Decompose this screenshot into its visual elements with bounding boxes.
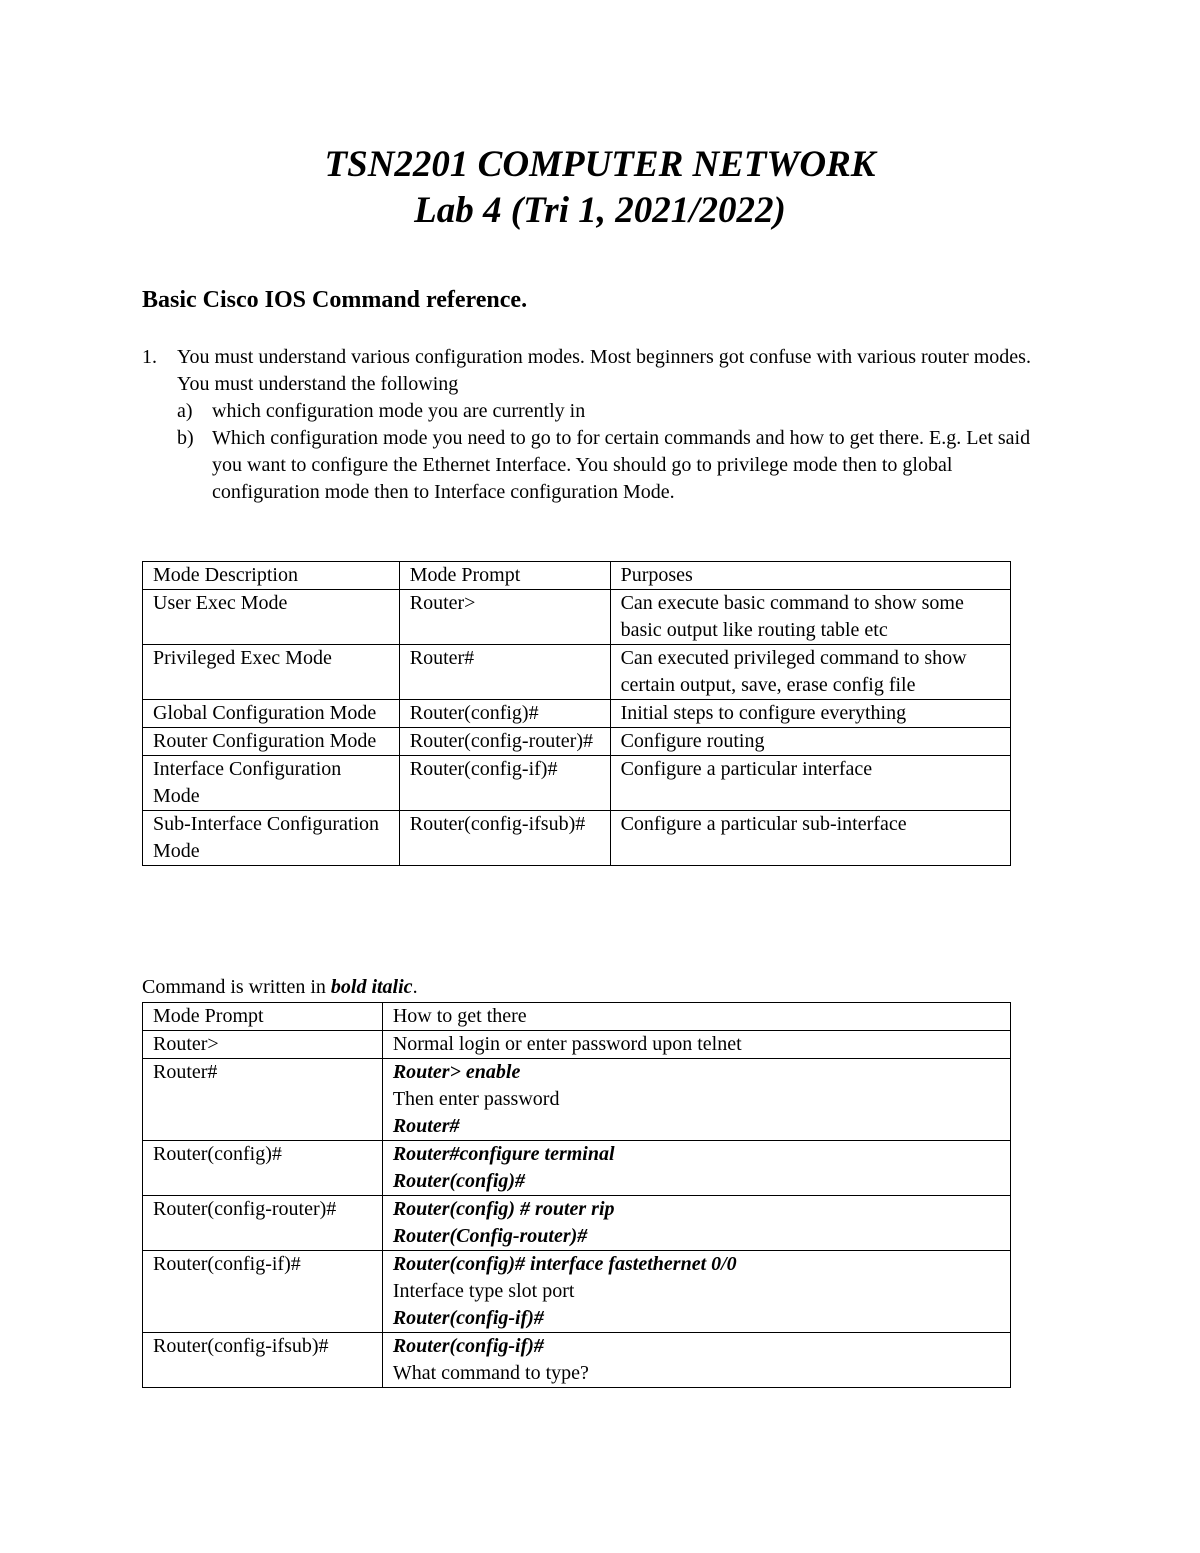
document-title: TSN2201 COMPUTER NETWORK [324, 144, 876, 185]
table-row [143, 728, 1011, 756]
instruction-line: Interface type slot port [392, 1280, 575, 1302]
command-line: Router(config-if)# [392, 1335, 544, 1357]
table-row [143, 1196, 1011, 1251]
purpose-cell: Can execute basic command to show some basic output like routing table etc [610, 590, 1010, 645]
column-header: Purposes [610, 562, 1010, 590]
command-line: Router(config)# interface fastethernet 0/0 [392, 1253, 737, 1275]
how-to-cell [382, 1251, 1010, 1333]
document-subtitle: Lab 4 (Tri 1, 2021/2022) [414, 190, 786, 231]
mode-prompt-cell: Router# [143, 1059, 383, 1141]
purpose-cell: Configure a particular sub-interface [610, 811, 1010, 866]
intro-list [142, 344, 1062, 506]
mode-prompt-cell: Router(config)# [143, 1141, 383, 1196]
mode-description-cell: Global Configuration Mode [143, 700, 400, 728]
section-heading: Basic Cisco IOS Command reference. [142, 287, 528, 313]
mode-prompt-cell: Router(config-ifsub)# [399, 811, 610, 866]
mode-prompt-cell: Router(config-if)# [143, 1251, 383, 1333]
table-row [143, 1141, 1011, 1196]
how-to-cell [382, 1196, 1010, 1251]
caption-prefix: Command is written in [142, 976, 331, 998]
table-row [143, 756, 1011, 811]
purpose-cell: Can executed privileged command to show certain output, save, erase config file [610, 645, 1010, 700]
mode-prompt-cell: Router(config-router)# [399, 728, 610, 756]
table-row [143, 645, 1011, 700]
command-line: Router#configure terminal [392, 1143, 615, 1165]
howto-table [142, 1002, 1011, 1388]
column-header: Mode Prompt [143, 1003, 383, 1031]
table-row [143, 1031, 1011, 1059]
purpose-cell: Configure a particular interface [610, 756, 1010, 811]
mode-description-cell: User Exec Mode [143, 590, 400, 645]
list-number: 1. [142, 346, 157, 368]
subitem-marker: a) [177, 400, 193, 422]
table-header-row [143, 1003, 1011, 1031]
mode-prompt-cell: Router> [399, 590, 610, 645]
table-header-row [143, 562, 1011, 590]
column-header: Mode Prompt [399, 562, 610, 590]
intro-item [142, 344, 1062, 398]
caption-emphasis: bold italic [330, 976, 413, 998]
how-to-cell [382, 1141, 1010, 1196]
command-line: Router> enable [392, 1061, 521, 1083]
subitem-text: which configuration mode you are currently in [212, 400, 586, 422]
mode-prompt-cell: Router# [399, 645, 610, 700]
purpose-cell: Initial steps to configure everything [610, 700, 1010, 728]
intro-text: You must understand various configuration modes. Most beginners got confuse with various router modes. You must understand the following [177, 346, 1031, 395]
intro-subitem [177, 398, 1062, 425]
mode-description-cell: Sub-Interface Configuration Mode [143, 811, 400, 866]
instruction-line: What command to type? [392, 1362, 589, 1384]
table-row [143, 1251, 1011, 1333]
column-header: Mode Description [143, 562, 400, 590]
command-caption [142, 974, 418, 1001]
modes-table [142, 561, 1011, 866]
table-row [143, 1059, 1011, 1141]
caption-suffix: . [412, 976, 418, 998]
instruction-line: Then enter password [392, 1088, 560, 1110]
table-row [143, 590, 1011, 645]
how-to-cell [382, 1031, 1010, 1059]
mode-prompt-cell: Router(config-ifsub)# [143, 1333, 383, 1388]
instruction-line: Normal login or enter password upon telnet [392, 1033, 742, 1055]
mode-description-cell: Router Configuration Mode [143, 728, 400, 756]
mode-prompt-cell: Router(config-router)# [143, 1196, 383, 1251]
mode-description-cell: Interface Configuration Mode [143, 756, 400, 811]
column-header: How to get there [382, 1003, 1010, 1031]
how-to-cell [382, 1059, 1010, 1141]
mode-prompt-cell: Router(config)# [399, 700, 610, 728]
purpose-cell: Configure routing [610, 728, 1010, 756]
subitem-text: Which configuration mode you need to go to for certain commands and how to get there. E.g. Let said you want to configure the Ethernet Interface. You should go to privilege mode then to global configuration mode then to Interface configuration Mode. [212, 427, 1031, 503]
intro-subitem [177, 425, 1062, 506]
command-line: Router(config) # router rip [392, 1198, 615, 1220]
table-row [143, 1333, 1011, 1388]
how-to-cell [382, 1333, 1010, 1388]
command-line: Router(config-if)# [392, 1307, 544, 1329]
table-row [143, 700, 1011, 728]
mode-prompt-cell: Router(config-if)# [399, 756, 610, 811]
mode-prompt-cell: Router> [143, 1031, 383, 1059]
command-line: Router(Config-router)# [392, 1225, 588, 1247]
table-row [143, 811, 1011, 866]
mode-description-cell: Privileged Exec Mode [143, 645, 400, 700]
command-line: Router# [392, 1115, 460, 1137]
subitem-marker: b) [177, 427, 194, 449]
command-line: Router(config)# [392, 1170, 526, 1192]
